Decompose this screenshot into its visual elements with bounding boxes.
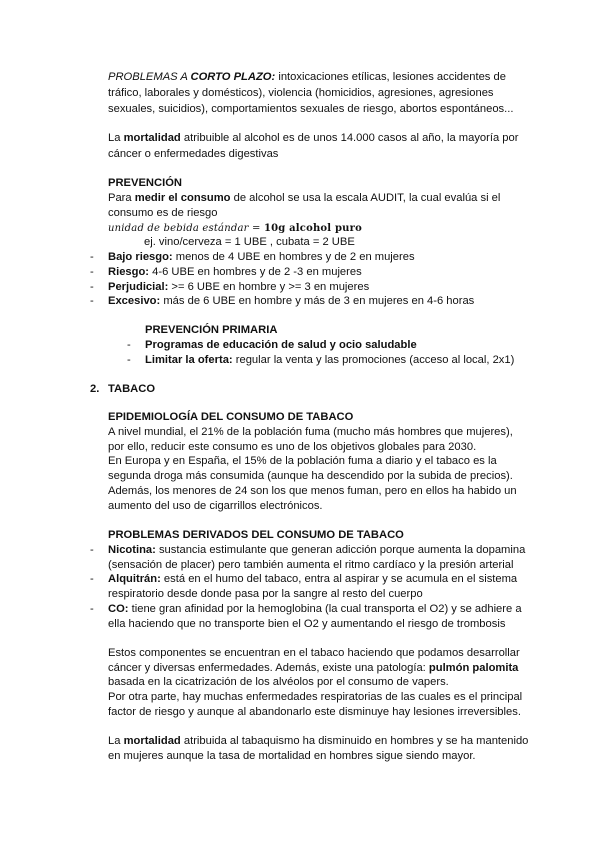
bullet-dash: - [127,354,131,366]
epi-line: A nivel mundial, el 21% de la población fuma (mucho más hombres que mujeres), [108,426,513,438]
primaria-item [145,338,417,353]
primaria-item-label: Limitar la oferta: [145,354,233,366]
mortalidad-alcohol-line-1 [108,131,518,146]
mort-rest: atribuida al tabaquismo ha disminuido en hombres y se ha mantenido [180,735,529,747]
nicotina-label: Nicotina: [108,544,156,556]
mortalidad-tabaco-line-1 [108,734,528,749]
tabaco-title: TABACO [108,383,156,395]
epidemiologia-title: EPIDEMIOLOGÍA DEL CONSUMO DE TABACO [108,411,354,423]
alquitran-label: Alquitrán: [108,573,161,585]
primaria-item-text: regular la venta y las promociones (acceso al local, 2x1) [232,354,515,366]
mort-bold: mortalidad [123,735,181,747]
alquitran-text: está en el humo del tabaco, entra al aspirar y se acumula en el sistema [160,573,518,585]
componentes-pre: cáncer y diversas enfermedades. Además, existe una patología: [108,662,429,674]
nicotina-line-2: (sensación de placer) pero también aumenta el ritmo cardíaco y la presión arterial [108,559,514,571]
primaria-item-label: Programas de educación de salud y ocio saludable [145,339,417,351]
co-line-2: ella haciendo que no transporte bien el O2 y aumentando el riesgo de trombosis [108,618,506,630]
componentes-line-2 [108,661,518,676]
corto-plazo-line-3: sexuales, suicidios), comportamientos sexuales de riesgo, abortos espontáneos... [108,103,514,115]
co-text: tiene gran afinidad por la hemoglobina (la cual transporta el O2) y se adhiere a [128,603,522,615]
pulmon-palomita: pulmón palomita [428,662,519,674]
risk-level-text: menos de 4 UBE en hombres y de 2 en mujeres [172,251,415,263]
co-label: CO: [108,603,129,615]
epi-line: por ello, reducir este consumo es uno de los objetivos globales para 2030. [108,441,477,453]
risk-level-label: Bajo riesgo: [108,251,173,263]
bullet-dash: - [127,339,131,351]
bullet-dash: - [90,251,94,263]
risk-level-label: Excesivo: [108,295,161,307]
corto-plazo-prefix: PROBLEMAS A [108,71,191,83]
bullet-dash: - [90,266,94,278]
mortalidad-bold: mortalidad [123,132,181,144]
risk-level-item [108,280,369,295]
risk-level-item [108,294,474,309]
risk-level-text: más de 6 UBE en hombre y más de 3 en mujeres en 4-6 horas [160,295,475,307]
prevencion-intro-line-1 [108,191,500,206]
mortalidad-alcohol-line-2: cáncer o enfermedades digestivas [108,148,279,160]
epi-line: aumento del uso de cigarrillos electrónicos. [108,500,323,512]
intro-bold: medir el consumo [134,192,231,204]
bullet-dash: - [90,603,94,615]
bullet-dash: - [90,544,94,556]
componentes-line-1: Estos componentes se encuentran en el tabaco haciendo que podamos desarrollar [108,647,520,659]
risk-level-item [108,265,362,280]
prevencion-intro-line-2: consumo es de riesgo [108,207,218,219]
bullet-dash: - [90,295,94,307]
intro-pre: Para [108,192,135,204]
mortalidad-rest: atribuible al alcohol es de unos 14.000 casos al año, la mayoría por [180,132,519,144]
risk-level-label: Perjudicial: [108,281,169,293]
nicotina-text: sustancia estimulante que generan adicción porque aumenta la dopamina [155,544,526,556]
bullet-dash: - [90,281,94,293]
problemas-tabaco-title: PROBLEMAS DERIVADOS DEL CONSUMO DE TABACO [108,529,404,541]
epi-line: segunda droga más consumida (aunque ha descendido por la subida de precios). [108,470,513,482]
corto-plazo-line-2: tráfico, laborales y domésticos), violencia (homicidios, agresiones, agresiones [108,87,494,99]
componentes-line-5: factor de riesgo y aunque al abandonarlo este disminuye hay lesiones irreversibles. [108,706,521,718]
mort-pre: La [108,735,124,747]
risk-level-label: Riesgo: [108,266,150,278]
formula-left: unidad de bebida estándar = [108,223,264,234]
risk-level-text: 4-6 UBE en hombres y de 2 -3 en mujeres [149,266,362,278]
primaria-item [145,353,514,368]
formula-right: 10g alcohol puro [263,223,362,234]
prevencion-title: PREVENCIÓN [108,177,182,189]
epi-line: En Europa y en España, el 15% de la población fuma a diario y el tabaco es la [108,455,497,467]
ube-formula [108,221,362,236]
epi-line: Además, los menores de 24 son los que menos fuman, pero en ellos ha habido un [108,485,517,497]
nicotina-line-1 [108,543,525,558]
alquitran-line-1 [108,572,517,587]
componentes-line-3: basada en la cicatrización de los alvéolos por el consumo de vapers. [108,676,449,688]
corto-plazo-text: intoxicaciones etílicas, lesiones accidentes de [275,71,506,83]
risk-level-text: >= 6 UBE en hombre y >= 3 en mujeres [168,281,370,293]
bullet-dash: - [90,573,94,585]
componentes-line-4: Por otra parte, hay muchas enfermedades respiratorias de las cuales es el principal [108,691,523,703]
mortalidad-pre: La [108,132,124,144]
prevencion-primaria-title: PREVENCIÓN PRIMARIA [145,324,278,336]
section-number: 2. [90,383,100,395]
mortalidad-tabaco-line-2: en mujeres aunque la tasa de mortalidad en hombres sigue siendo mayor. [108,750,476,762]
co-line-1 [108,602,522,617]
corto-plazo-label: CORTO PLAZO: [190,71,276,83]
corto-plazo-line-1 [108,70,506,85]
ube-example: ej. vino/cerveza = 1 UBE , cubata = 2 UBE [144,236,355,248]
intro-rest: de alcohol se usa la escala AUDIT, la cual evalúa si el [230,192,501,204]
risk-level-item [108,250,415,265]
alquitran-line-2: respiratorio desde donde pasa por la sangre al resto del cuerpo [108,588,423,600]
